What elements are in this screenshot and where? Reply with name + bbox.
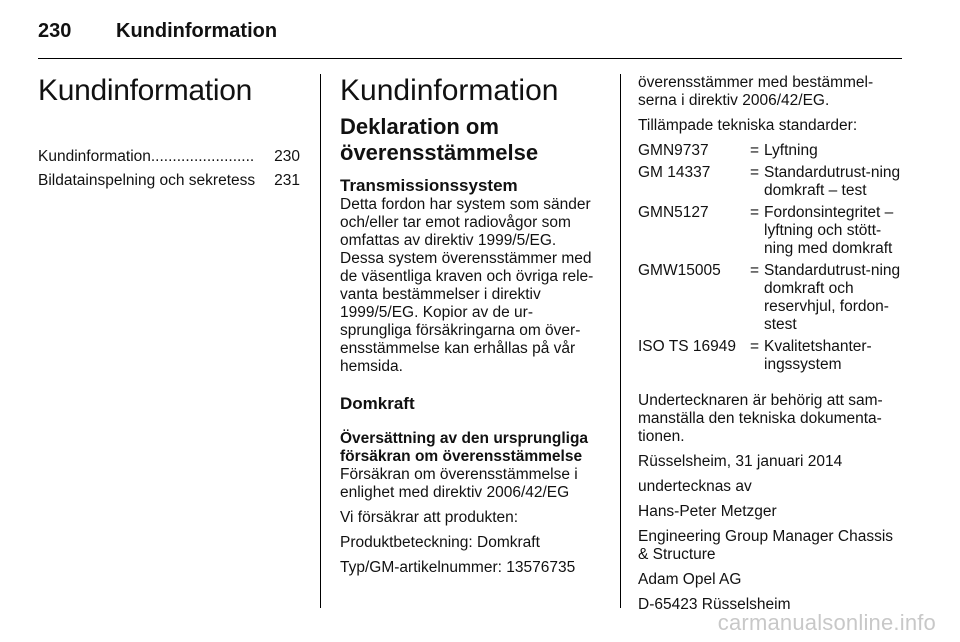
jack-heading: Domkraft [340,394,415,413]
content-column-2 [340,74,604,584]
paragraph: Undertecknaren är behörig att sam-manställa den tekniska dokumenta-tionen. [638,392,883,445]
paragraph: Adam Opel AG [638,571,742,588]
toc-leader: ........................ [150,148,255,165]
paragraph: Typ/GM-artikelnummer: 13576735 [340,559,576,576]
paragraph: Produktbeteckning: Domkraft [340,534,540,551]
watermark-text: carmanualsonline.info [717,610,936,635]
column-divider-2 [620,74,621,608]
standards-intro: Tillämpade tekniska standarder: [638,117,858,134]
page-header [38,20,277,43]
paragraph: undertecknas av [638,478,752,495]
translation-heading: Översättning av den ursprungliga försäkran om överensstämmelse [340,430,589,465]
toc-entry[interactable] [38,148,300,166]
standard-desc: Lyftning [764,142,818,159]
standard-code: GM 14337 [638,164,711,181]
standard-desc: Kvalitetshanter-ingssystem [764,338,872,373]
standard-eq: = [750,338,760,355]
toc-entry-label: Bildatainspelning och sekretess [38,172,256,189]
table-row [638,204,904,262]
standard-desc: Fordonsintegritet – lyftning och stött-ning med domkraft [764,204,894,257]
standard-code: GMN9737 [638,142,709,159]
toc-entry-label: Kundinformation [38,148,151,165]
section-title: Kundinformation [340,74,559,107]
declaration-heading: Deklaration om överensstämmelse [340,114,539,165]
paragraph: Hans-Peter Metzger [638,503,777,520]
standard-eq: = [750,142,760,159]
standard-code: ISO TS 16949 [638,338,736,355]
standards-table [638,142,904,378]
page-number: 230 [38,20,72,42]
toc-entry-page: 231 [274,172,300,189]
standard-eq: = [750,262,760,279]
paragraph: Engineering Group Manager Chassis & Structure [638,528,894,563]
chapter-title: Kundinformation [38,74,252,107]
header-rule [38,58,902,59]
toc-entry-page: 230 [274,148,300,165]
transmission-heading: Transmissionssystem [340,176,518,195]
paragraph: Rüsselsheim, 31 januari 2014 [638,453,843,470]
paragraph: Försäkran om överensstämmelse i enlighet med direktiv 2006/42/EG [340,466,578,501]
table-row [638,164,904,204]
standard-eq: = [750,204,760,221]
toc-leader [255,172,274,190]
column-divider-1 [320,74,321,608]
paragraph: D-65423 Rüsselsheim [638,596,791,613]
table-row [638,262,904,338]
toc-column [38,74,300,196]
toc-entry[interactable] [38,172,300,190]
header-section-title: Kundinformation [116,20,278,42]
standard-code: GMW15005 [638,262,721,279]
standard-code: GMN5127 [638,204,709,221]
content-column-3 [638,74,906,621]
conformity-intro: överensstämmer med bestämmel-serna i direktiv 2006/42/EG. [638,74,874,109]
table-row [638,142,904,164]
transmission-text: Detta fordon har system som sänder och/eller tar emot radiovågor som omfattas av direktiv 1999/5/EG. Dessa system överensstämmer med de väsentliga kraven och övriga rele-vanta bestämmelser i direktiv 1999/5/EG. Kopior av de ur-sprungliga försäkringarna om över-ensstämmelse kan erhållas på vår hemsida. [340,196,594,375]
table-row [638,338,904,378]
standard-eq: = [750,164,760,181]
standard-desc: Standardutrust-ning domkraft – test [764,164,901,199]
paragraph: Vi försäkrar att produkten: [340,509,519,526]
standard-desc: Standardutrust-ning domkraft och reservhjul, fordon-stest [764,262,901,333]
